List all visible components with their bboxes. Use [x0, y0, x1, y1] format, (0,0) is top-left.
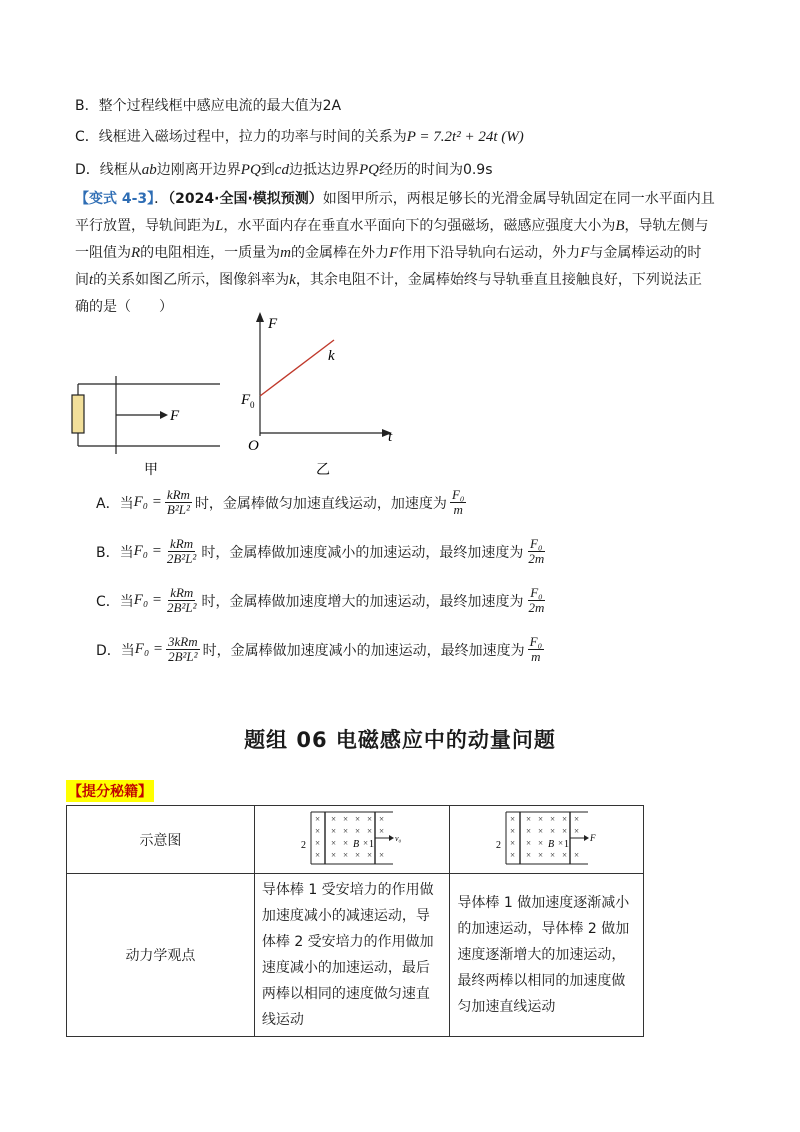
table-row-dynamics — [67, 874, 644, 1037]
choice-c-result — [527, 586, 547, 615]
var-t: t — [89, 272, 94, 288]
problem-text-9: ，其余电阻不计，金属棒始终与导轨垂直且接触良好，下列说法正确的是（ ） — [75, 272, 702, 315]
choice-c-fraction — [165, 586, 198, 615]
choice-c[interactable] — [96, 586, 549, 615]
force-label: F — [589, 832, 596, 843]
problem-text-8: 的关系如图乙所示，图像斜率为 — [93, 272, 290, 288]
var-F: F — [389, 245, 399, 261]
option-b-text: B．整个过程线框中感应电流的最大值为2A — [75, 98, 342, 114]
cross-mark: × — [355, 813, 361, 824]
cell-left — [254, 874, 450, 1037]
choice-d-den: 2B²L² — [168, 649, 198, 664]
rod-2-label: 2 — [495, 839, 501, 851]
cross-mark: × — [557, 837, 563, 848]
choice-b[interactable] — [96, 537, 549, 566]
problem-text-4: 的电阻相连，一质量为 — [140, 245, 281, 261]
choice-c-text: 时，金属棒做加速度增大的加速运动，最终加速度为 — [201, 593, 524, 610]
var-F-2: F — [580, 245, 590, 261]
comparison-table — [66, 805, 644, 1037]
cross-mark: × — [573, 825, 579, 836]
option-d-mid2: 到 — [260, 162, 275, 178]
figure-jia-label: 甲 — [144, 462, 158, 478]
cross-mark: × — [315, 849, 321, 860]
cross-mark: × — [573, 849, 579, 860]
var-m: m — [280, 245, 292, 261]
choice-c-num: kRm — [170, 585, 194, 600]
choice-d-text: 时，金属棒做加速度减小的加速运动，最终加速度为 — [202, 642, 525, 659]
choice-b-lhs: F₀ = — [133, 543, 162, 559]
cross-mark: × — [367, 849, 373, 860]
intercept-label: F — [241, 392, 251, 408]
var-R: R — [131, 245, 141, 261]
cross-mark: × — [537, 849, 543, 860]
choice-a-result — [450, 488, 466, 517]
cross-mark: × — [355, 825, 361, 836]
rod-2-label: 2 — [301, 839, 307, 851]
cell-right-text: 导体棒 1 做加速度逐渐减小的加速运动，导体棒 2 做加速度逐渐增大的加速运动，最终两棒以相同的加速度做匀加速直线运动 — [457, 895, 630, 1015]
option-d-cd: cd — [274, 162, 289, 178]
cell-right — [450, 874, 644, 1037]
choice-d-rn: F₀ — [529, 634, 543, 649]
problem-source: （2024·全国·模拟预测） — [168, 191, 323, 207]
cross-mark: × — [367, 825, 373, 836]
choice-a-rn: F₀ — [451, 487, 465, 502]
choice-c-den: 2B²L² — [167, 600, 197, 615]
b-label: B — [547, 838, 554, 850]
choice-b-den: 2B²L² — [166, 551, 197, 566]
choice-c-rn: F₀ — [530, 585, 543, 600]
cross-mark: × — [525, 849, 531, 860]
figure-yi — [236, 308, 406, 478]
velocity-label: v₀ — [395, 833, 402, 843]
cross-mark: × — [537, 825, 543, 836]
option-d-mid1: 边刚离开边界 — [156, 162, 241, 178]
problem-label: 【变式 4-3】 — [75, 191, 155, 207]
choice-b-letter: B．当 — [96, 544, 134, 561]
force-arrow-icon — [584, 835, 589, 841]
cross-mark: × — [343, 825, 349, 836]
option-c-text: C．线框进入磁场过程中，拉力的功率与时间的关系为 — [75, 129, 407, 145]
problem-text-1: 如图甲所示，两根足够长的光滑金属导轨固定在同一水平面内且平行放置，导轨间距为 — [75, 191, 715, 234]
option-d-tail: 经历的时间为0.9s — [378, 162, 493, 178]
cross-mark: × — [343, 813, 349, 824]
problem-text-5: 的金属棒在外力 — [291, 245, 390, 261]
diagram-cell-1 — [254, 806, 450, 874]
option-d-pq1: PQ — [240, 162, 261, 178]
var-B: B — [615, 218, 625, 234]
choice-b-num: kRm — [170, 536, 194, 551]
choice-b-text: 时，金属棒做加速度减小的加速运动，最终加速度为 — [201, 544, 524, 561]
choice-a-text: 时，金属棒做匀加速直线运动，加速度为 — [194, 495, 447, 512]
cross-mark: × — [315, 825, 321, 836]
cross-mark: × — [379, 813, 385, 824]
row-header-dynamics: 动力学观点 — [67, 874, 255, 1037]
cross-mark: × — [537, 837, 543, 848]
cross-mark: × — [537, 813, 543, 824]
tips-tag: 【提分秘籍】 — [66, 780, 154, 802]
cross-mark: × — [355, 849, 361, 860]
choice-b-fraction — [165, 537, 198, 566]
figure-yi-label: 乙 — [316, 462, 330, 478]
var-L: L — [215, 218, 224, 234]
cross-mark: × — [509, 849, 515, 860]
option-b — [75, 96, 341, 116]
var-k: k — [289, 272, 296, 288]
cross-mark: × — [363, 837, 369, 848]
force-arrow-head-icon — [160, 411, 168, 419]
f-t-line — [260, 340, 334, 396]
option-d-prefix: D．线框从 — [75, 162, 142, 178]
origin-label: O — [248, 438, 259, 454]
problem-statement — [75, 186, 715, 321]
cross-mark: × — [509, 837, 515, 848]
choice-d-num: 3kRm — [168, 634, 198, 649]
intercept-subscript: 0 — [250, 400, 255, 410]
force-label: F — [170, 408, 180, 424]
table-row-diagram — [67, 806, 644, 874]
b-label: B — [353, 838, 360, 850]
choice-d-fraction — [166, 635, 200, 664]
choice-d-rd: m — [531, 649, 541, 664]
choice-d[interactable] — [96, 635, 547, 664]
choice-d-result — [528, 635, 544, 664]
cross-mark: × — [525, 813, 531, 824]
problem-text-3: ，导轨左侧与一阻值为 — [75, 218, 709, 261]
cross-mark: × — [509, 825, 515, 836]
axis-x-label: t — [388, 429, 393, 445]
cross-mark: × — [331, 825, 337, 836]
option-d-mid3: 边抵达边界 — [288, 162, 359, 178]
axis-y-label: F — [268, 316, 278, 332]
choice-c-lhs: F₀ = — [133, 592, 163, 608]
cross-mark: × — [331, 813, 337, 824]
cross-mark: × — [561, 849, 567, 860]
choice-a-letter: A．当 — [96, 495, 134, 512]
problem-dot: ． — [154, 191, 169, 207]
diagram-cell-2 — [450, 806, 644, 874]
section-title: 题组 06 电磁感应中的动量问题 — [244, 728, 556, 752]
cross-mark: × — [549, 825, 555, 836]
choice-d-lhs: F₀ = — [134, 641, 164, 657]
row-header-diagram: 示意图 — [67, 806, 255, 874]
slope-label: k — [328, 348, 335, 364]
cross-mark: × — [561, 825, 567, 836]
option-d — [75, 160, 493, 180]
choice-b-rd: 2m — [528, 551, 545, 566]
cross-mark: × — [343, 837, 349, 848]
cross-mark: × — [367, 813, 373, 824]
choice-a-lhs: F₀ = — [133, 494, 162, 510]
cross-mark: × — [525, 825, 531, 836]
cross-mark: × — [331, 849, 337, 860]
cross-mark: × — [331, 837, 337, 848]
cross-mark: × — [379, 825, 385, 836]
option-c — [75, 127, 524, 147]
axis-y-arrow-icon — [256, 312, 264, 322]
cross-mark: × — [509, 813, 515, 824]
problem-text-2: ，水平面内存在垂直水平面向下的匀强磁场，磁感应强度大小为 — [223, 218, 616, 234]
resistor-icon — [72, 395, 84, 433]
choice-c-rd: 2m — [528, 600, 545, 615]
choice-a-rd: m — [453, 502, 463, 517]
option-d-pq2: PQ — [358, 162, 379, 178]
choice-c-letter: C．当 — [96, 593, 134, 610]
option-d-ab: ab — [141, 162, 157, 178]
choice-a-num: kRm — [166, 487, 190, 502]
choice-d-letter: D．当 — [96, 642, 135, 659]
diagram-1 — [297, 810, 407, 866]
diagram-2 — [492, 810, 602, 866]
rod-1-label: 1 — [563, 838, 569, 850]
problem-text-6: 作用下沿导轨向右运动，外力 — [398, 245, 581, 261]
cross-mark: × — [573, 813, 579, 824]
cell-left-text: 导体棒 1 受安培力的作用做加速度减小的减速运动，导体棒 2 受安培力的作用做加速度减小的加速运动，最后两棒以相同的速度做匀速直线运动 — [261, 882, 434, 1028]
cross-mark: × — [315, 813, 321, 824]
cross-mark: × — [549, 813, 555, 824]
figure-jia — [70, 370, 230, 490]
cross-mark: × — [343, 849, 349, 860]
choice-a[interactable] — [96, 488, 469, 517]
choice-a-den: B²L² — [166, 502, 190, 517]
choice-b-rn: F₀ — [530, 536, 543, 551]
rod-1-label: 1 — [369, 838, 375, 850]
cross-mark: × — [561, 813, 567, 824]
choice-a-fraction — [165, 488, 192, 517]
option-c-formula: P = 7.2t² + 24t (W) — [406, 129, 524, 145]
cross-mark: × — [549, 849, 555, 860]
choice-b-result — [526, 537, 546, 566]
velocity-arrow-icon — [389, 835, 394, 841]
cross-mark: × — [315, 837, 321, 848]
problem-text-7: 与金属棒运动的时间 — [75, 245, 702, 288]
cross-mark: × — [525, 837, 531, 848]
cross-mark: × — [379, 849, 385, 860]
